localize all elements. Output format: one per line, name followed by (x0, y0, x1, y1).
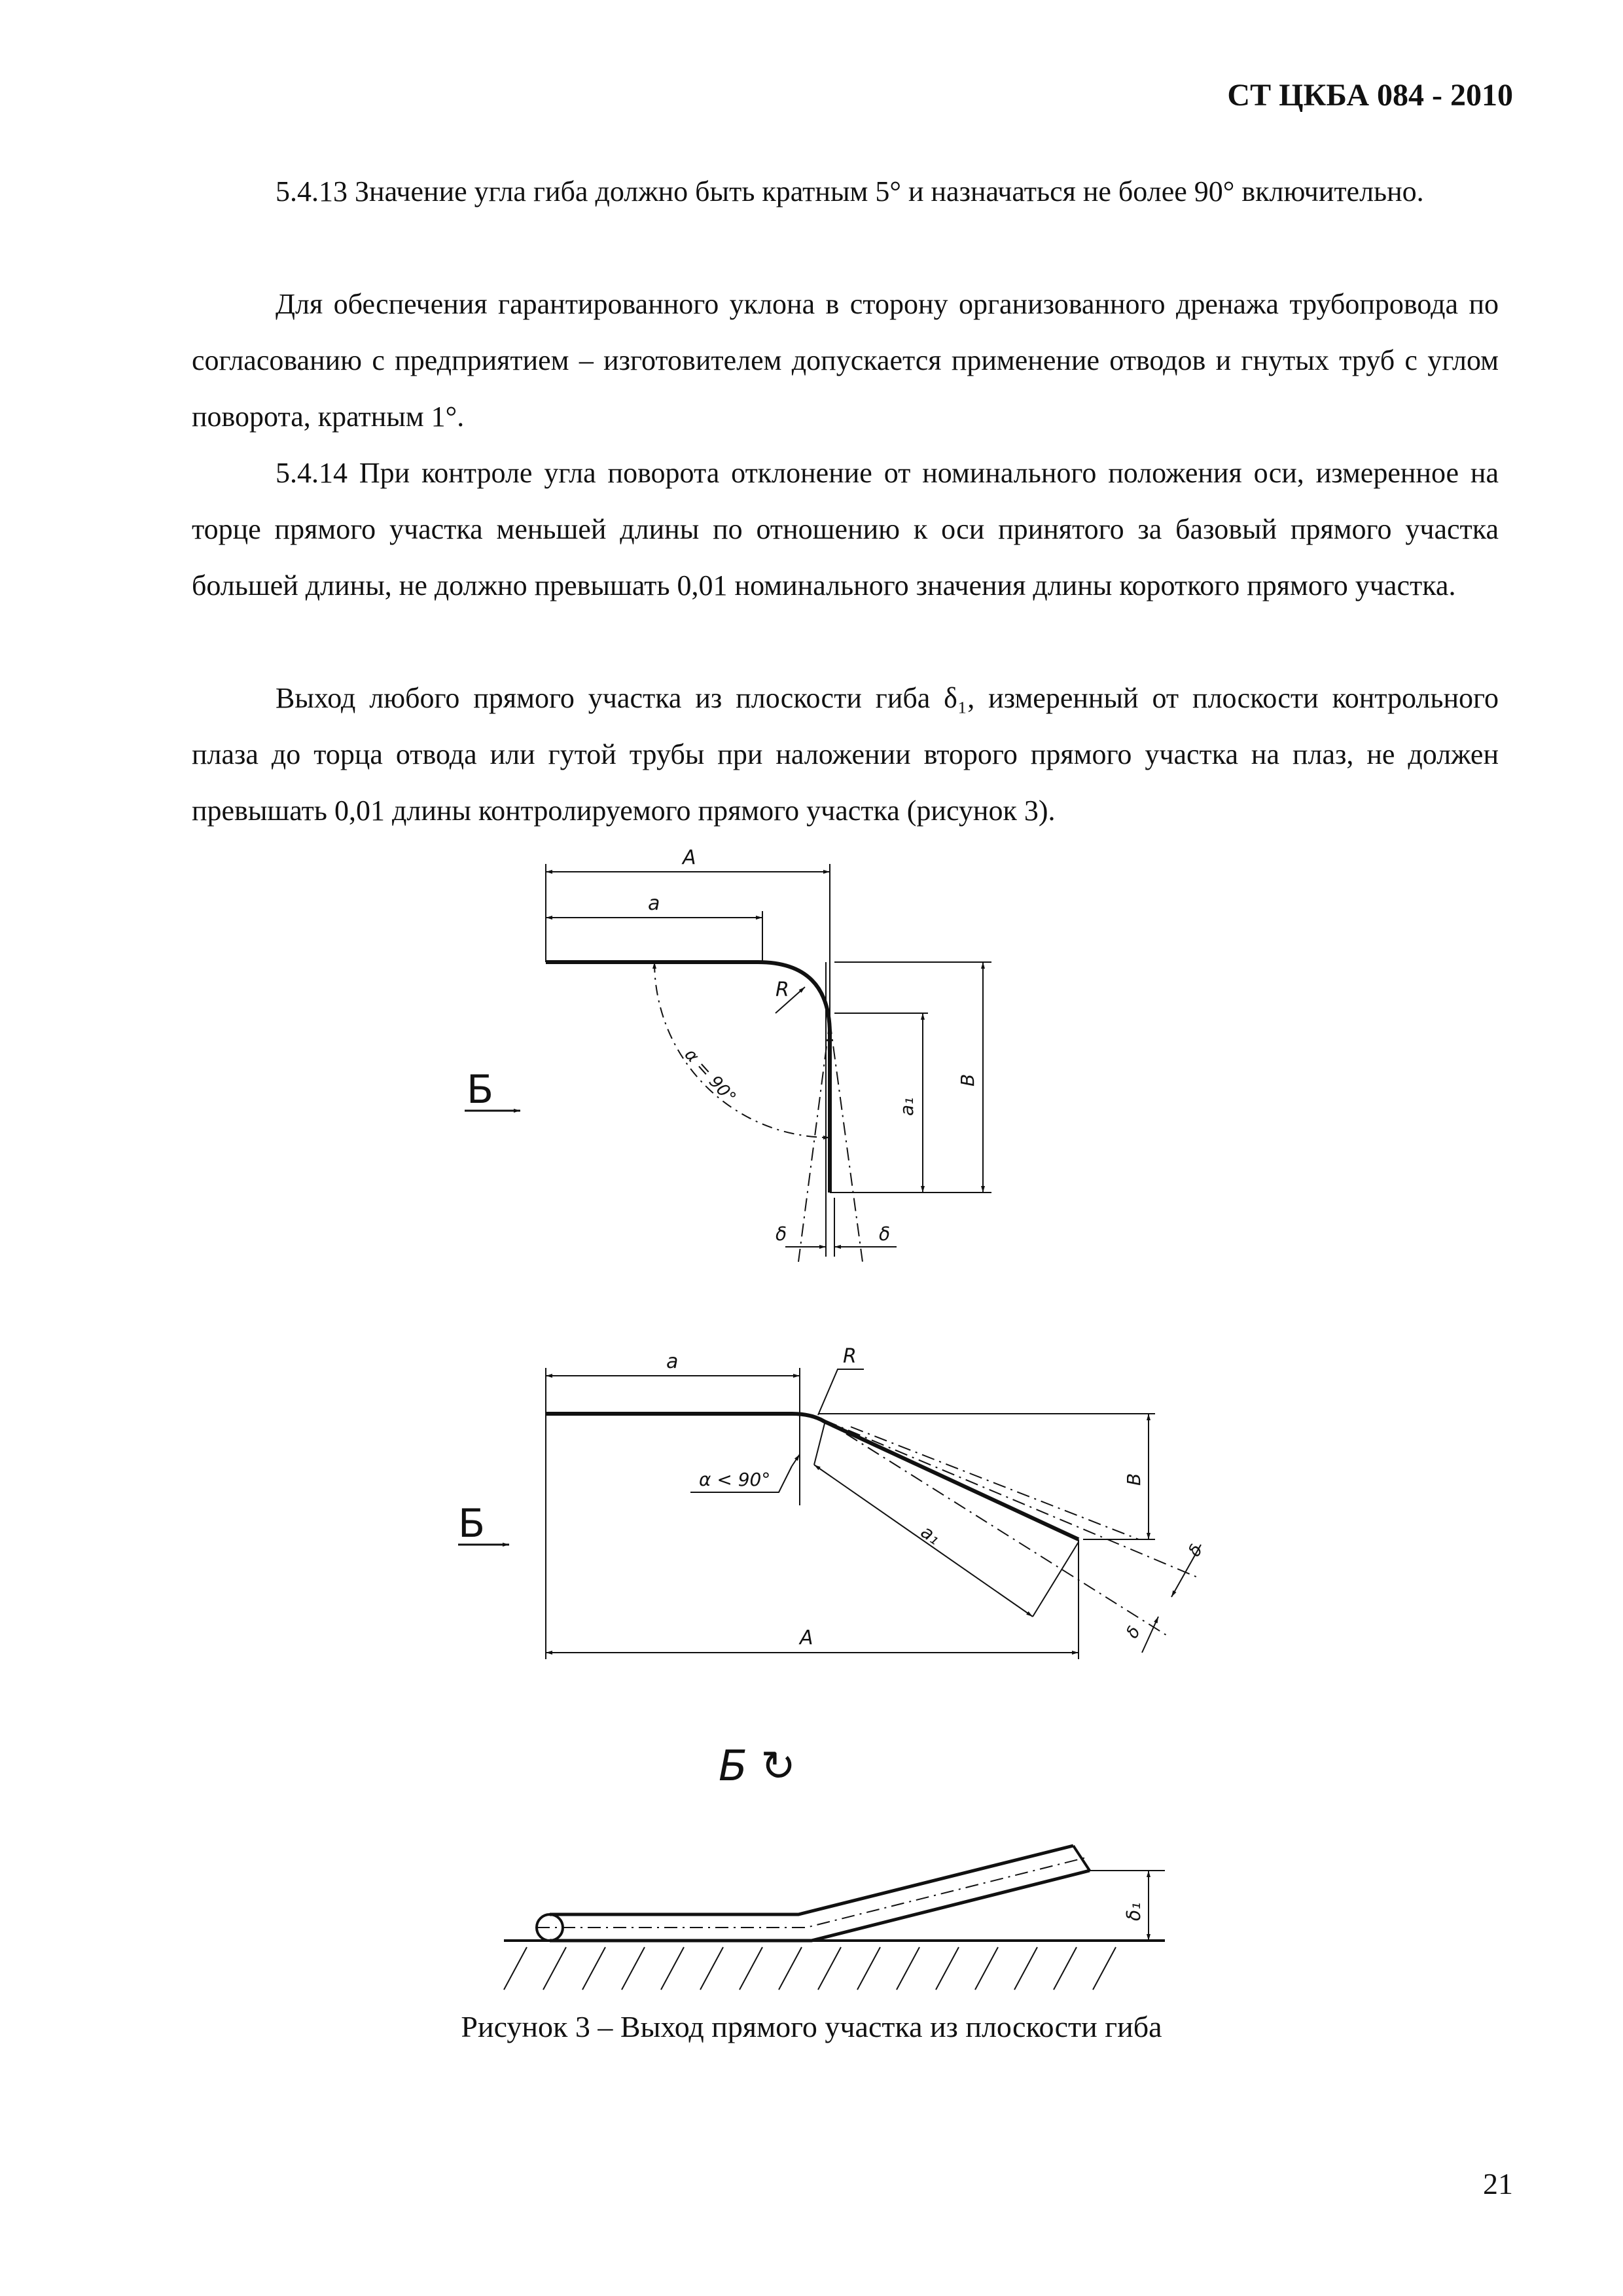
dim-A-label: A (683, 846, 696, 869)
dim-B-label: B (957, 1073, 978, 1086)
delta-right-label: δ (879, 1223, 891, 1245)
delta-label-2a: δ (1185, 1541, 1207, 1560)
view-3-drawing (504, 1846, 1165, 1990)
delta1-label: δ₁ (1123, 1902, 1145, 1921)
figure-caption: Рисунок 3 – Выход прямого участка из плоскости гиба (461, 2010, 1162, 2043)
dim-a-label: a (648, 892, 660, 915)
delta-left-label: δ (776, 1223, 787, 1245)
view-arrow-label-2: Б (458, 1501, 486, 1547)
view-1-drawing (465, 864, 991, 1262)
view-2-labels (458, 1345, 1207, 1649)
angle-label: α = 90° (680, 1045, 740, 1108)
paragraph-deviation: Выход любого прямого участка из плоскости гиба δ₁, измеренный от плоскости контрольного плаза до торца отвода или гутой трубы при наложении второго прямого участка на плаз, не должен превышать 0,01 длины контролируемого прямого участка (рисунок 3). (192, 682, 1499, 827)
dim-a1-label-2: a₁ (917, 1520, 945, 1549)
view-2-drawing (458, 1368, 1201, 1659)
radius-label-2: R (843, 1345, 857, 1368)
dim-a-label-2: a (666, 1350, 679, 1373)
paragraph-5-4-13: 5.4.13 Значение угла гиба должно быть кратным 5° и назначаться не более 90° включительно. (276, 175, 1424, 207)
dim-A-label-2: A (800, 1626, 813, 1649)
delta-label-2b: δ (1122, 1623, 1145, 1642)
angle-label-2: α < 90° (699, 1469, 771, 1490)
view-arrow-label: Б (467, 1067, 494, 1113)
view-1-labels (467, 846, 978, 1245)
page-number: 21 (1483, 2167, 1513, 2200)
document-code: СТ ЦКБА 084 - 2010 (1227, 78, 1513, 113)
paragraph-5-4-14: 5.4.14 При контроле угла поворота отклонение от номинального положения оси, измеренное на торце прямого участка меньшей длины по отношению к оси принятого за базовый прямого участка большей длины, не должно превышать 0,01 номинального значения длины короткого прямого участка. (192, 457, 1499, 601)
view-3-title: Б ↻ (719, 1742, 796, 1791)
dim-B-label-2: B (1123, 1473, 1145, 1486)
radius-label: R (776, 978, 789, 1001)
paragraph-drainage: Для обеспечения гарантированного уклона в сторону организованного дренажа трубопровода по согласованию с предприятием – изготовителем допускается применение отводов и гнутых труб с углом поворота, кратным 1°. (192, 288, 1499, 433)
dim-a1-label: a₁ (896, 1097, 918, 1116)
